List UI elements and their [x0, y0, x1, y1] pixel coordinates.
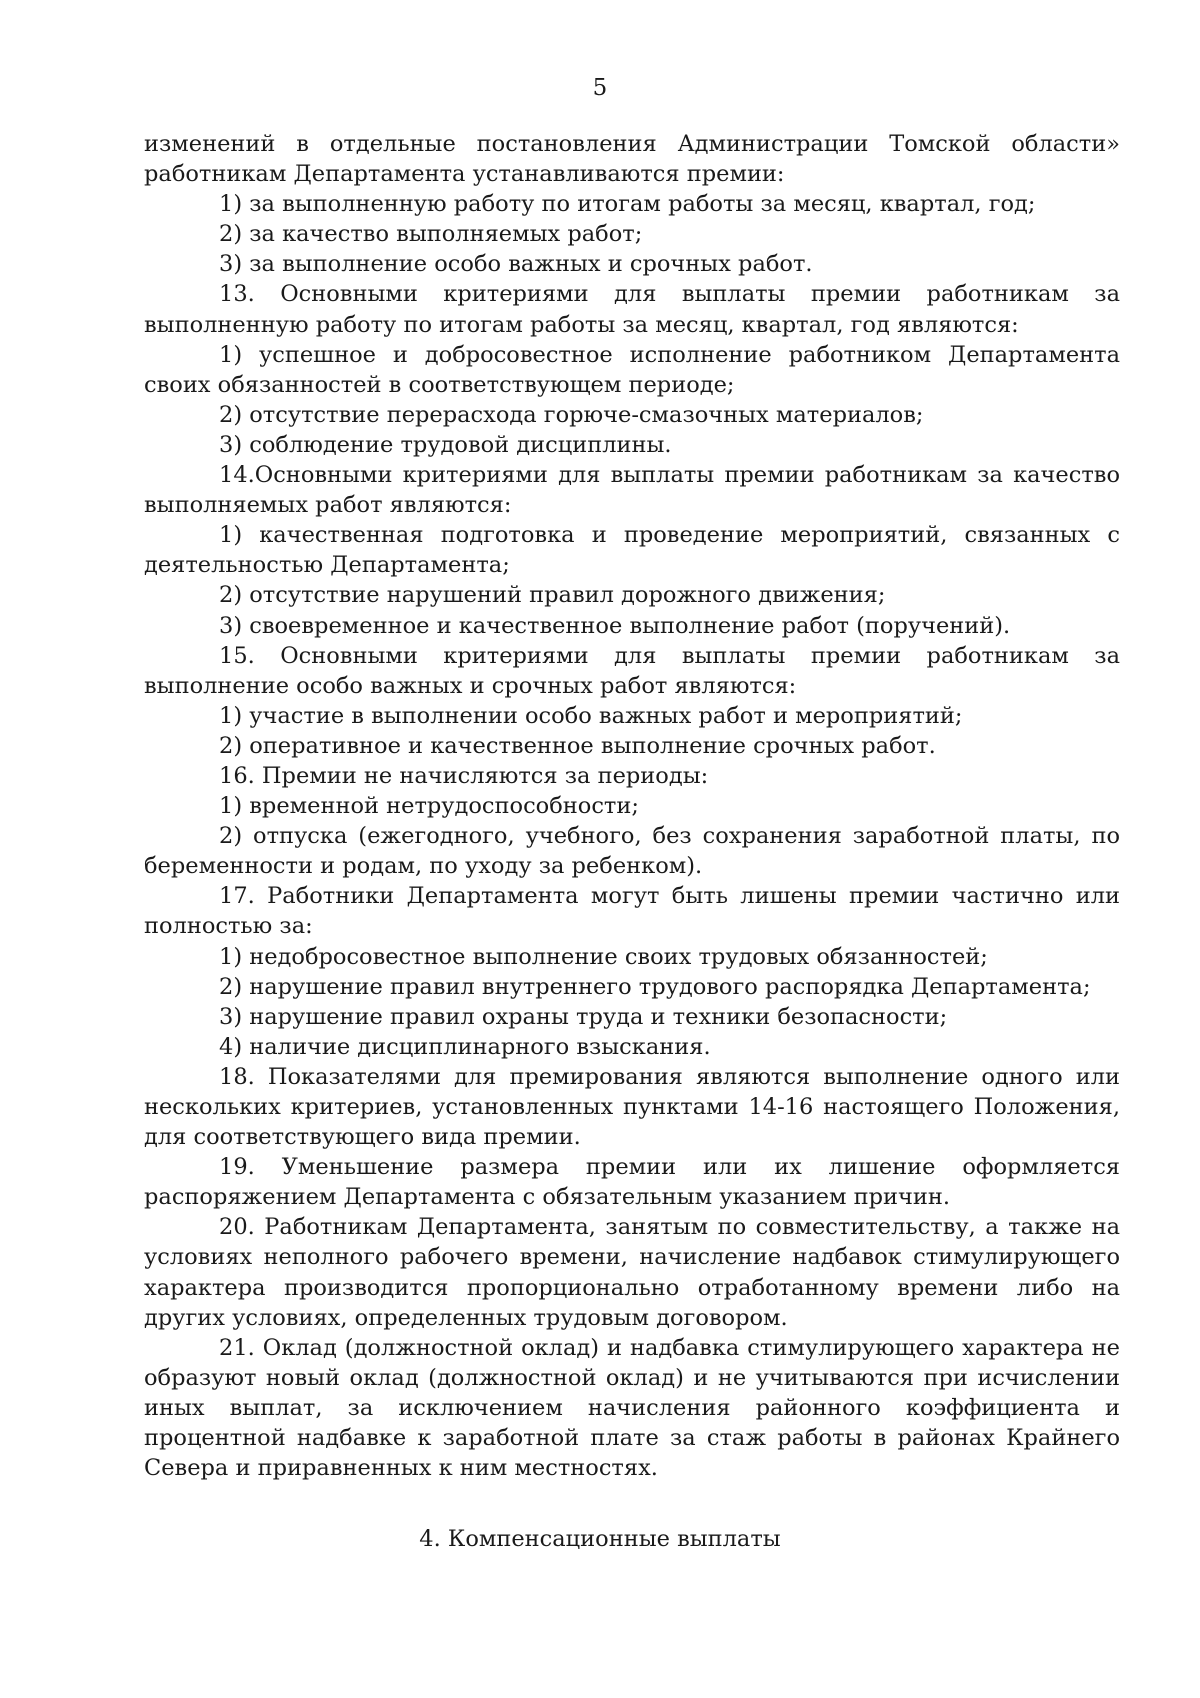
page-number: 5 [592, 75, 608, 101]
paragraph: 19. Уменьшение размера премии или их лишение оформляется распоряжением Департамента с обязательным указанием причин. [144, 1154, 1120, 1211]
paragraph: 13. Основными критериями для выплаты премии работникам за выполненную работу по итогам работы за месяц, квартал, год являются: [144, 281, 1120, 338]
paragraph: 4) наличие дисциплинарного взыскания. [219, 1033, 711, 1060]
paragraph: 2) нарушение правил внутреннего трудового распорядка Департамента; [219, 973, 1091, 1000]
paragraph: 18. Показателями для премирования являются выполнение одного или нескольких критериев, установленных пунктами 14-16 настоящего Положения, для соответствующего вида премии. [144, 1063, 1120, 1151]
paragraph: 3) своевременное и качественное выполнение работ (поручений). [219, 612, 1011, 639]
paragraph: 21. Оклад (должностной оклад) и надбавка стимулирующего характера не образуют новый оклад (должностной оклад) и не учитываются при исчислении иных выплат, за исключением начисления районного коэффициента и процентной надбавке к заработной плате за стаж работы в районах Крайнего Севера и приравненных к ним местностях. [144, 1334, 1120, 1482]
paragraph: 3) соблюдение трудовой дисциплины. [219, 431, 672, 458]
paragraph: 2) отсутствие перерасхода горюче-смазочных материалов; [219, 401, 924, 428]
paragraph: 14.Основными критериями для выплаты премии работникам за качество выполняемых работ являются: [144, 462, 1120, 519]
section-heading: 4. Компенсационные выплаты [419, 1526, 781, 1552]
paragraph: 3) нарушение правил охраны труда и техники безопасности; [219, 1003, 948, 1030]
paragraph: 1) участие в выполнении особо важных работ и мероприятий; [219, 702, 963, 729]
paragraph: 15. Основными критериями для выплаты премии работникам за выполнение особо важных и срочных работ являются: [144, 642, 1120, 699]
paragraph: 2) за качество выполняемых работ; [219, 221, 643, 248]
paragraph: 1) недобросовестное выполнение своих трудовых обязанностей; [219, 943, 988, 970]
paragraph: 2) отпуска (ежегодного, учебного, без сохранения заработной платы, по беременности и родам, по уходу за ребенком). [144, 823, 1120, 880]
paragraph: 2) оперативное и качественное выполнение срочных работ. [219, 732, 936, 759]
paragraph: 3) за выполнение особо важных и срочных работ. [219, 251, 813, 278]
paragraph: 17. Работники Департамента могут быть лишены премии частично или полностью за: [144, 883, 1120, 940]
paragraph: 1) успешное и добросовестное исполнение работником Департамента своих обязанностей в соответствующем периоде; [144, 341, 1120, 398]
paragraph: 20. Работникам Департамента, занятым по совместительству, а также на условиях неполного рабочего времени, начисление надбавок стимулирующего характера производится пропорционально отработанному времени либо на других условиях, определенных трудовым договором. [144, 1214, 1120, 1331]
document-body [144, 129, 1120, 1483]
paragraph: изменений в отдельные постановления Администрации Томской области» работникам Департамента устанавливаются премии: [144, 131, 1120, 188]
paragraph: 16. Премии не начисляются за периоды: [219, 762, 709, 789]
paragraph: 1) качественная подготовка и проведение мероприятий, связанных с деятельностью Департамента; [144, 522, 1120, 579]
paragraph: 1) за выполненную работу по итогам работы за месяц, квартал, год; [219, 191, 1036, 218]
paragraph: 1) временной нетрудоспособности; [219, 793, 639, 820]
paragraph: 2) отсутствие нарушений правил дорожного движения; [219, 582, 886, 609]
